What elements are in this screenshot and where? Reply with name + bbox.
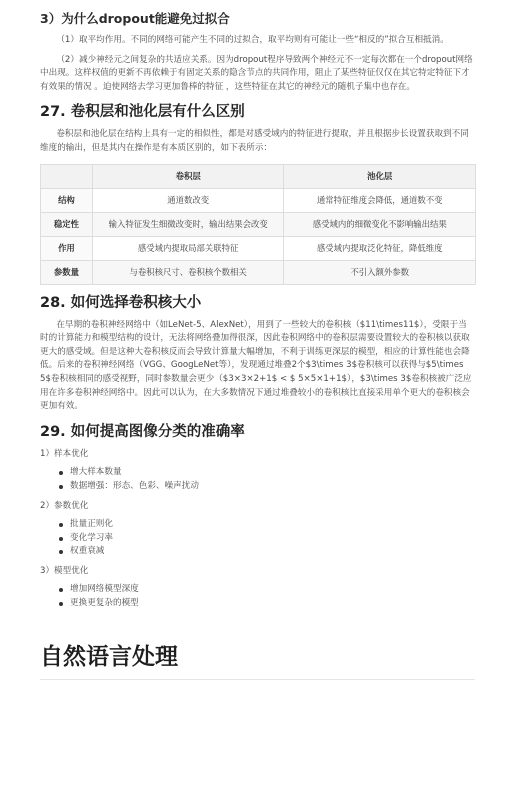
table-cell: 通道数改变 <box>92 188 284 212</box>
table-row <box>41 188 476 212</box>
row-label: 结构 <box>41 188 93 212</box>
paragraph-coadaptation: （2）减少神经元之间复杂的共适应关系。因为dropout程序导致两个神经元不一定每次都在一个dropout网络中出现。这样权值的更新不再依赖于有固定关系的隐含节点的共同作用，阻止了某些特征仅仅在其它特定特征下才有效果的情况 。迫使网络去学习更加鲁棒的特征 ，这些特征在其它的神经元的随机子集中也存在。 <box>40 54 473 92</box>
row-label: 参数量 <box>41 260 93 284</box>
section-heading-kernel-size: 28. 如何选择卷积核大小 <box>40 294 202 311</box>
table-cell: 感受域内提取局部关联特征 <box>92 236 284 260</box>
list-model-opt <box>40 583 475 610</box>
paragraph-kernel-size: 在早期的卷积神经网络中（如LeNet-5、AlexNet），用到了一些较大的卷积核（$11\times11$），受限于当时的计算能力和模型结构的设计，无法将网络叠加得很深，因此卷积网络中的卷积层需要设置较大的卷积核以获取更大的感受域。但是这种大卷积核反而会导致计算量大幅增加，不利于训练更深层的模型，相应的计算性能也会降低。后来的卷积神经网络（VGG、GoogLeNet等），发现通过堆叠2个$3\times 3$卷积核可以获得与$5\times 5$卷积核相同的感受视野，同时参数量会更少（$3×3×2+1$ < $ 5×5×1+1$），$3\times 3$卷积核被广泛应用在许多卷积神经网络中。因此可以认为，在大多数情况下通过堆叠较小的卷积核比直接采用单个更大的卷积核会更加有效。 <box>40 319 472 412</box>
list-item: 增加网络模型深度 <box>70 583 475 597</box>
table-header-cell: 卷积层 <box>92 164 284 188</box>
paragraph-averaging: （1）取平均作用。不同的网络可能产生不同的过拟合，取平均则有可能让一些“相反的”拟合互相抵消。 <box>56 35 449 45</box>
table-cell: 不引入额外参数 <box>284 260 476 284</box>
list-item: 权重衰减 <box>70 545 475 559</box>
list-item: 批量正则化 <box>70 518 475 532</box>
table-cell: 与卷积核尺寸、卷积核个数相关 <box>92 260 284 284</box>
list-item: 数据增强：形态、色彩、噪声扰动 <box>70 480 475 494</box>
subheading-model-opt: 3）模型优化 <box>40 565 89 576</box>
section-heading-accuracy: 29. 如何提高图像分类的准确率 <box>40 423 245 440</box>
list-param-opt <box>40 518 475 559</box>
table-cell: 输入特征发生细微改变时，输出结果会改变 <box>92 212 284 236</box>
list-item: 更换更复杂的模型 <box>70 597 475 611</box>
chapter-heading-nlp: 自然语言处理 <box>40 641 475 680</box>
paragraph-conv-pool-intro: 卷积层和池化层在结构上具有一定的相似性，都是对感受域内的特征进行提取，并且根据步长设置获取到不同维度的输出，但是其内在操作是有本质区别的，如下表所示： <box>40 129 469 153</box>
table-row <box>41 236 476 260</box>
list-sample-opt <box>40 466 475 493</box>
list-item: 增大样本数量 <box>70 466 475 480</box>
table-header-row <box>41 164 476 188</box>
table-row <box>41 212 476 236</box>
table-cell: 通常特征维度会降低，通道数不变 <box>284 188 476 212</box>
table-header-cell: 池化层 <box>284 164 476 188</box>
subheading-sample-opt: 1）样本优化 <box>40 448 89 459</box>
table-row <box>41 260 476 284</box>
subheading-param-opt: 2）参数优化 <box>40 500 89 511</box>
section-heading-conv-vs-pool: 27. 卷积层和池化层有什么区别 <box>40 104 245 121</box>
table-header-cell <box>41 164 93 188</box>
row-label: 作用 <box>41 236 93 260</box>
section-heading-dropout: 3）为什么dropout能避免过拟合 <box>40 11 230 26</box>
row-label: 稳定性 <box>41 212 93 236</box>
comparison-table <box>40 164 476 285</box>
table-cell: 感受域内提取泛化特征，降低维度 <box>284 236 476 260</box>
list-item: 变化学习率 <box>70 532 475 546</box>
table-cell: 感受域内的细微变化不影响输出结果 <box>284 212 476 236</box>
